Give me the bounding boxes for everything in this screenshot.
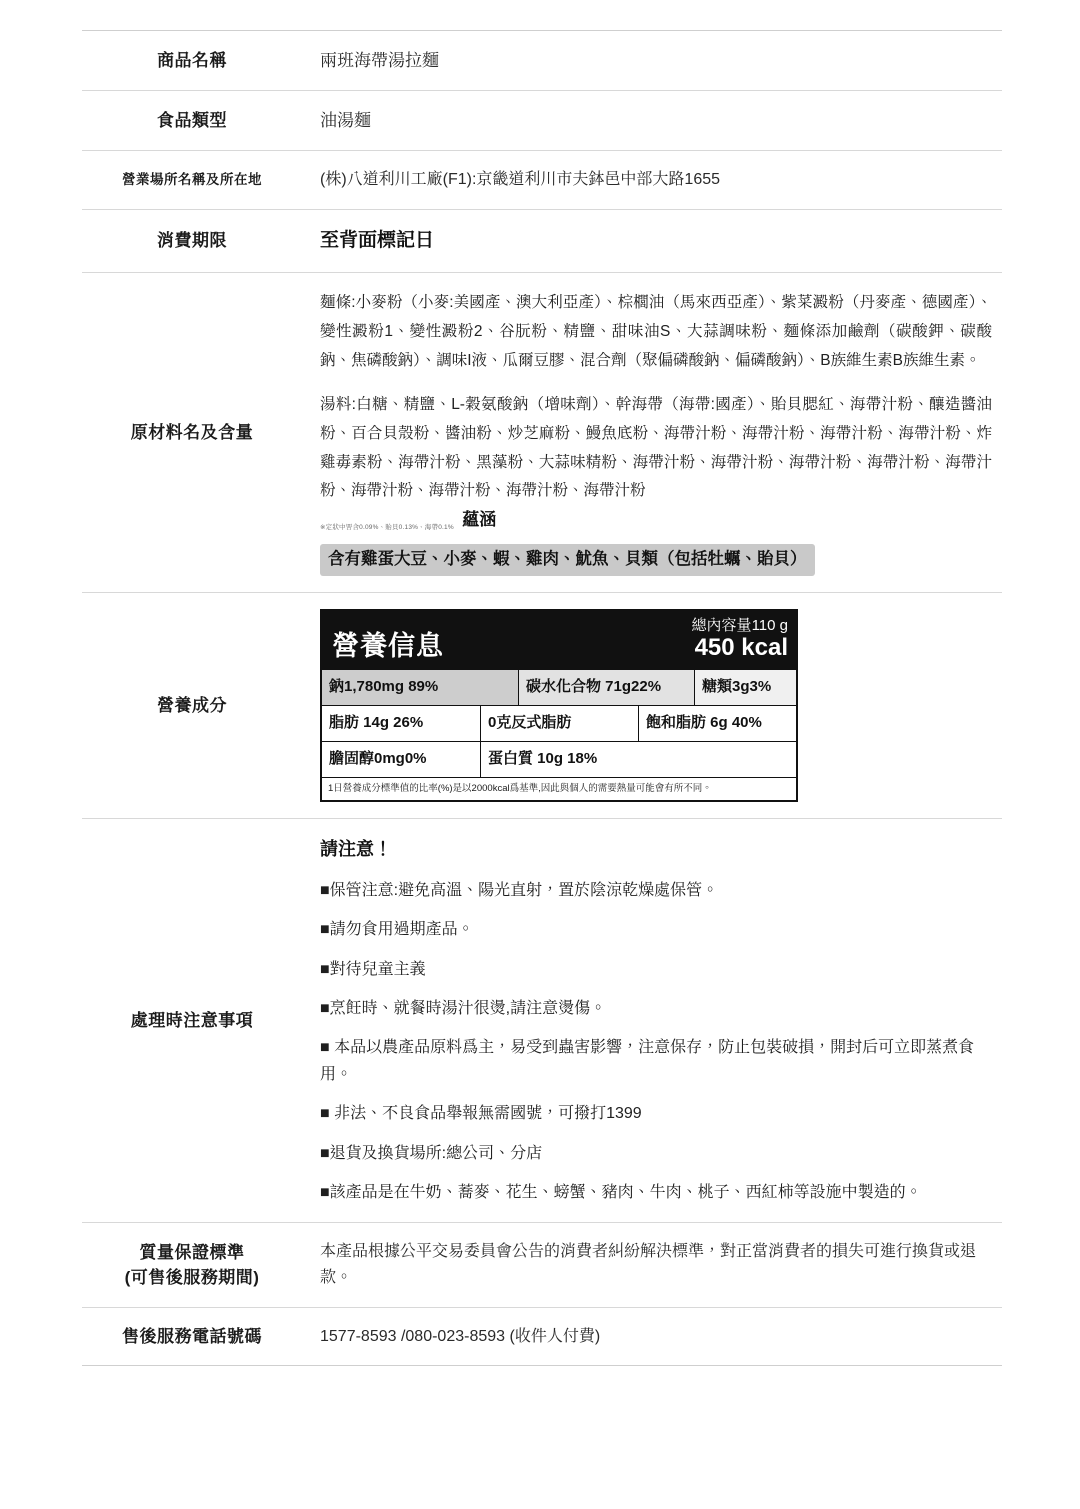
row-value-business-place: (株)八道利川工廠(F1):京畿道利川市夫鉢邑中部大路1655 — [320, 171, 721, 189]
list-item: ■ 非法、不良食品舉報無需國號，可撥打1399 — [320, 1105, 642, 1123]
allergy-warning-badge: 含有雞蛋大豆、小麥、蝦、雞肉、魷魚、貝類（包括牡蠣、貽貝） — [320, 544, 815, 576]
handling-heading: 請注意！ — [320, 839, 392, 860]
nutrition-cell-fat: 脂肪 14g 26% — [329, 713, 424, 731]
list-item: ■保管注意:避免高溫、陽光直射，置於陰涼乾燥處保管。 — [320, 881, 719, 899]
row-value-expiry: 至背面標記日 — [320, 229, 435, 251]
nutrition-facts-label — [320, 609, 798, 802]
table-row-warranty — [82, 1223, 1002, 1307]
nutrition-calories: 450 kcal — [694, 634, 788, 662]
nutrition-cell-protein: 蛋白質 10g 18% — [480, 742, 796, 777]
ingredients-noodle-text: 麵條:小麥粉（小麥:美國產、澳大利亞產）、棕櫚油（馬來西亞產）、紫菜澱粉（丹麥產、德國產）、變性澱粉1、變性澱粉2、谷朊粉、精鹽、甜味油S、大蒜調味粉、麵條添加鹼劑（碳酸鉀、碳酸鈉、焦磷酸鈉）、調味I液、瓜爾豆膠、混合劑（聚偏磷酸鈉、偏磷酸鈉）、B族維生素B族維生素。 — [320, 294, 992, 369]
list-item: ■烹飪時、就餐時湯汁很燙,請注意燙傷。 — [320, 1000, 607, 1018]
table-row-food-type — [82, 91, 1002, 151]
nutrition-total-content — [692, 617, 788, 634]
row-label-food-type: 食品類型 — [157, 111, 227, 131]
row-value-product-name: 兩班海帶湯拉麵 — [320, 51, 439, 70]
row-value-service-phone: 1577-8593 /080-023-8593 (收件人付費) — [320, 1327, 601, 1345]
list-item: ■對待兒童主義 — [320, 960, 426, 978]
nutrition-label-summary — [692, 617, 788, 662]
nutrition-total-content-label: 總內容量 — [691, 617, 752, 635]
nutrition-footnote: 1日營養成分標準值的比率(%)是以2000kcal爲基準,因此與個人的需要熱量可能會有所不同。 — [322, 777, 796, 800]
nutrition-cell-sodium: 鈉1,780mg 89% — [322, 670, 518, 705]
row-value-ingredients — [302, 273, 1002, 593]
table-row-business-place — [82, 151, 1002, 210]
row-label-service-phone: 售後服務電話號碼 — [122, 1326, 262, 1346]
ingredients-contain-line — [320, 506, 992, 534]
row-value-nutrition — [302, 593, 1002, 819]
table-row-ingredients — [82, 273, 1002, 593]
nutrition-label-title: 營養信息 — [332, 631, 444, 662]
row-label-business-place: 營業場所名稱及所在地 — [122, 172, 262, 188]
row-value-food-type: 油湯麵 — [320, 111, 371, 131]
row-value-warranty: 本產品根據公平交易委員會公告的消費者糾紛解決標準，對正當消費者的損失可進行換貨或退款。 — [320, 1243, 977, 1287]
nutrition-total-content-value: 110 g — [751, 617, 788, 635]
row-value-handling — [302, 819, 1002, 1223]
list-item: ■退貨及換貨場所:總公司、分店 — [320, 1144, 543, 1162]
table-row-handling — [82, 819, 1002, 1223]
row-label-handling: 處理時注意事項 — [130, 1011, 254, 1031]
nutrition-row-1 — [322, 669, 796, 705]
ingredients-tiny-note: ※定狀中罟含0.09%、貽貝0.13%、海帶0.1% — [320, 524, 454, 532]
nutrition-cell-carbohydrate: 碳水化合物 71g22% — [518, 670, 694, 705]
list-item: ■該產品是在牛奶、蕎麥、花生、螃蟹、豬肉、牛肉、桃子、西紅柿等設施中製造的。 — [320, 1184, 922, 1202]
row-label-nutrition: 營養成分 — [157, 695, 227, 715]
nutrition-cell-saturated-fat: 飽和脂肪 6g 40% — [638, 706, 796, 741]
handling-note-list — [320, 878, 992, 1207]
product-spec-table — [82, 30, 1002, 1366]
table-row-expiry — [82, 209, 1002, 272]
row-label-expiry: 消費期限 — [157, 231, 227, 251]
nutrition-row-3 — [322, 741, 796, 777]
row-label-ingredients: 原材料名及含量 — [130, 422, 254, 442]
nutrition-cell-trans-fat: 0克反式脂肪 — [480, 706, 638, 741]
table-row-product-name — [82, 31, 1002, 91]
table-row-service-phone — [82, 1307, 1002, 1366]
ingredients-contain-word: 蘊涵 — [462, 510, 497, 530]
warranty-label-line2: (可售後服務期間) — [124, 1268, 260, 1288]
warranty-label-line1: 質量保證標準 — [139, 1242, 245, 1262]
nutrition-label-header — [322, 611, 796, 669]
ingredients-soup-text: 湯料:白糖、精鹽、L-穀氨酸鈉（增味劑）、幹海帶（海帶:國產）、貽貝腮紅、海帶汁粉、釀造醬油粉、百合貝殼粉、醬油粉、炒芝麻粉、鰻魚底粉、海帶汁粉、海帶汁粉、海帶汁粉、海帶汁粉、炸雞毒素粉、海帶汁粉、黑藻粉、大蒜味精粉、海帶汁粉、海帶汁粉、海帶汁粉、海帶汁粉、海帶汁粉、海帶汁粉、海帶汁粉、海帶汁粉、海帶汁粉 — [320, 396, 992, 500]
nutrition-row-2 — [322, 705, 796, 741]
row-label-product-name: 商品名稱 — [157, 50, 227, 70]
table-row-nutrition — [82, 593, 1002, 819]
row-label-warranty — [82, 1223, 302, 1307]
list-item: ■ 本品以農產品原料爲主，易受到蟲害影響，注意保存，防止包裝破損，開封后可立即蒸煮食用。 — [320, 1039, 975, 1083]
nutrition-cell-sugars: 糖類3g3% — [694, 670, 796, 705]
nutrition-cell-cholesterol: 膽固醇0mg0% — [329, 749, 427, 767]
list-item: ■請勿食用過期產品。 — [320, 921, 474, 939]
